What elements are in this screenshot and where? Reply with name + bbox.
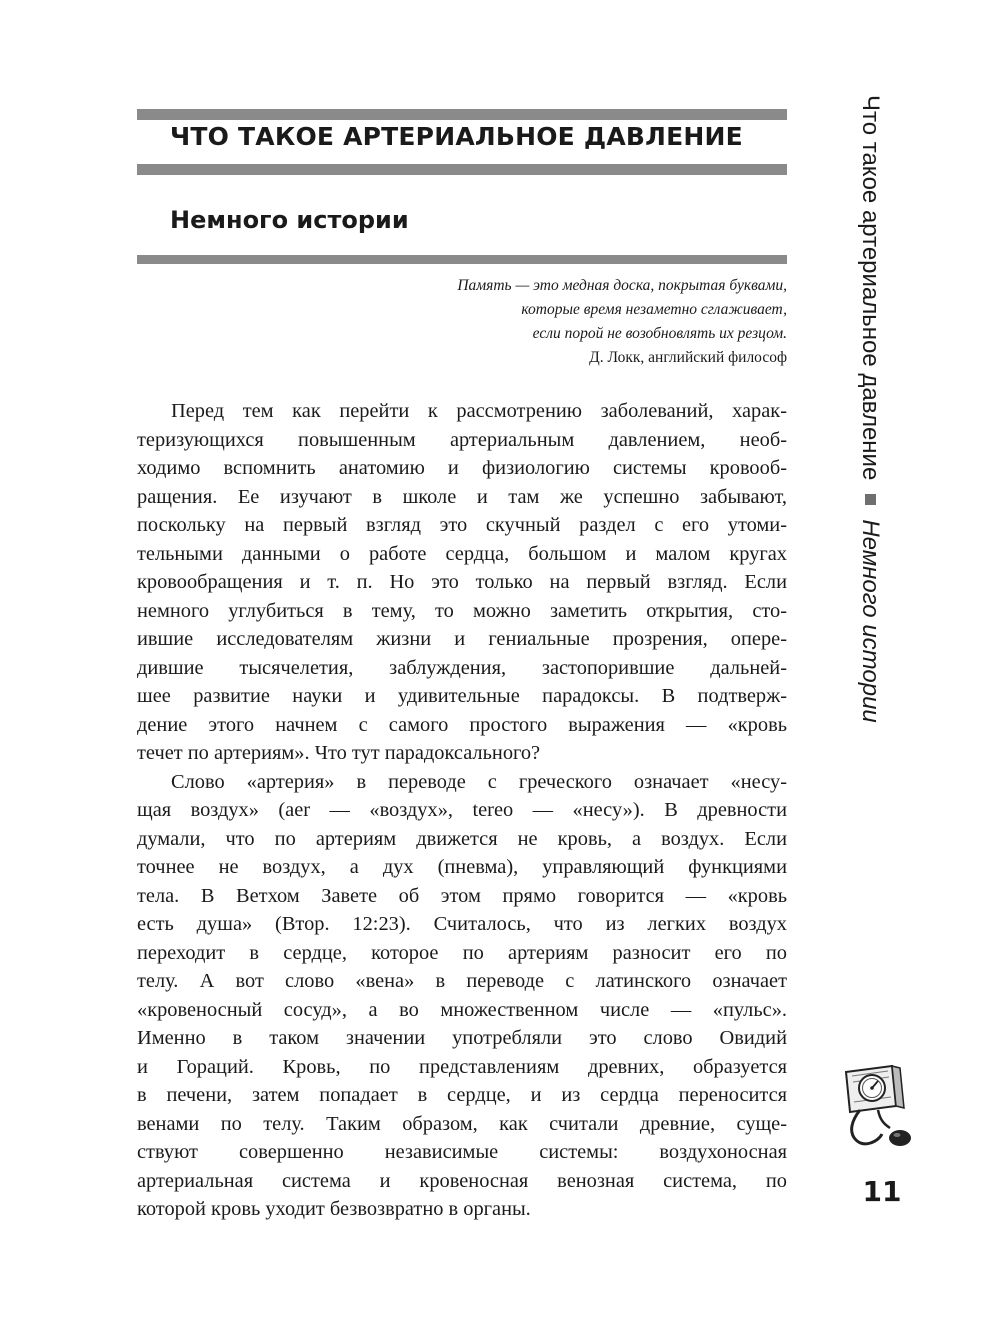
body-line: Перед тем как перейти к рассмотрению заболеваний, харак- [171, 400, 787, 422]
tonometer-icon [838, 1058, 918, 1158]
body-line: течет по артериям». Что тут парадоксального? [137, 742, 541, 764]
epigraph-author: Д. Локк, английский философ [589, 349, 787, 366]
header-rule-top [137, 109, 787, 120]
body-line: тельными данными о работе сердца, большом и малом кругах [137, 542, 787, 565]
body-line: телу. А вот слово «вена» в переводе с латинского означает [137, 970, 787, 992]
body-line: щая воздух» (aer — «воздух», tereo — «несу»). В древности [137, 799, 787, 821]
body-line: «кровеносный сосуд», а во множественном числе — «пульс». [137, 998, 787, 1021]
body-line: ходимо вспомнить анатомию и физиологию системы кровооб- [137, 457, 787, 479]
body-line: ращения. Ее изучают в школе и там же успешно забывают, [137, 485, 787, 508]
body-text [137, 397, 787, 1224]
body-line: тела. В Ветхом Завете об этом прямо говорится — «кровь [137, 884, 787, 907]
body-line: дение этого начнем с самого простого выражения — «кровь [137, 713, 787, 736]
running-head-chapter: Что такое артериальное давление [857, 95, 884, 481]
body-line: немного углубиться в тему, то можно заметить открытия, сто- [137, 599, 787, 622]
body-line: шее развитие науки и удивительные парадоксы. В подтверж- [137, 685, 787, 707]
body-line: и Гораций. Кровь, по представлениям древних, образуется [137, 1055, 787, 1078]
epigraph-line: которые время незаметно сглаживает, [521, 301, 787, 318]
body-line: переходит в сердце, которое по артериям разносит его по [137, 941, 787, 964]
body-line: артериальная система и кровеносная венозная система, по [137, 1169, 787, 1192]
running-head-section: Немного истории [857, 519, 884, 723]
body-line: Слово «артерия» в переводе с греческого означает «несу- [171, 770, 787, 793]
chapter-title: ЧТО ТАКОЕ АРТЕРИАЛЬНОЕ ДАВЛЕНИЕ [170, 122, 743, 151]
body-line: в печени, затем попадает в сердце, и из сердца переносится [137, 1084, 787, 1106]
epigraph-line: Память — это медная доска, покрытая буквами, [457, 277, 787, 294]
running-head [848, 95, 893, 745]
body-line: ившие исследователям жизни и гениальные прозрения, опере- [137, 628, 787, 650]
body-line: венами по телу. Таким образом, как считали древние, суще- [137, 1112, 787, 1135]
body-line: думали, что по артериям движется не кровь, а воздух. Если [137, 827, 787, 850]
epigraph-line: если порой не возобновлять их резцом. [532, 325, 787, 342]
header-rule-middle [137, 164, 787, 175]
body-line: теризующихся повышенным артериальным давлением, необ- [137, 428, 787, 451]
section-title: Немного истории [170, 206, 409, 234]
square-bullet-icon [865, 494, 876, 505]
epigraph [227, 274, 787, 370]
body-line: кровообращения и т. п. Но это только на первый взгляд. Если [137, 571, 787, 593]
body-line: поскольку на первый взгляд это скучный раздел с его утоми- [137, 514, 787, 536]
body-line: есть душа» (Втор. 12:23). Считалось, что из легких воздух [137, 913, 787, 935]
body-line: ствуют совершенно независимые системы: воздухоносная [137, 1141, 787, 1163]
header-rule-bottom [137, 255, 787, 264]
body-line: дившие тысячелетия, заблуждения, застопорившие дальней- [137, 656, 787, 679]
body-line: которой кровь уходит безвозвратно в органы. [137, 1198, 531, 1220]
page-number: 11 [862, 1175, 902, 1208]
body-line: точнее не воздух, а дух (пневма), управляющий функциями [137, 856, 787, 878]
body-line: Именно в таком значении употребляли это слово Овидий [137, 1027, 787, 1049]
